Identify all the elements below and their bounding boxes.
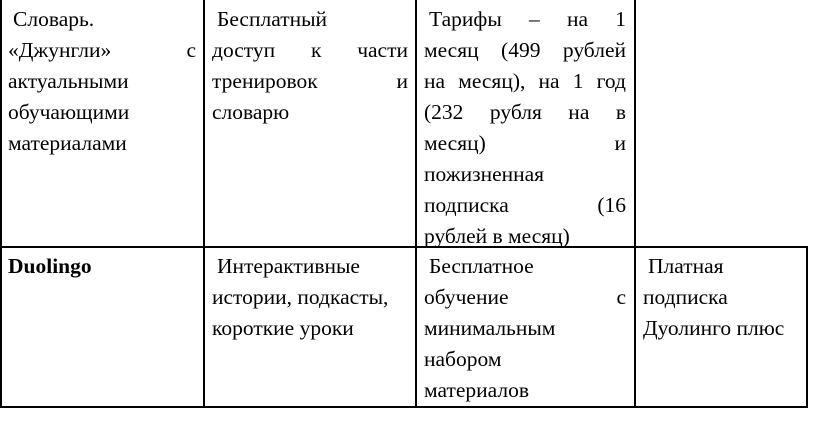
table-cell xyxy=(8,251,196,282)
cell-line: пожизненная xyxy=(424,162,545,186)
cell-line: Бесплатный xyxy=(217,7,328,31)
cell-line: (232 рубля на в xyxy=(424,100,626,124)
cell-line: материалами xyxy=(8,131,127,155)
cell-line: Тарифы – на 1 xyxy=(429,7,626,31)
cell-line: обучение с xyxy=(424,285,626,309)
cell-line: доступ к части xyxy=(212,38,408,62)
cell-line: минимальным xyxy=(424,316,556,340)
cell-line: короткие уроки xyxy=(212,316,354,340)
cell-line: обучающими xyxy=(8,100,130,124)
row-border xyxy=(0,406,808,408)
column-border xyxy=(203,0,205,408)
cell-line: Интерактивные xyxy=(217,254,360,278)
cell-line: набором xyxy=(424,347,502,371)
cell-line: словарю xyxy=(212,100,290,124)
column-border xyxy=(806,248,808,408)
table-cell xyxy=(643,251,803,344)
row-border xyxy=(0,246,808,248)
cell-line: Duolingo xyxy=(8,254,92,278)
cell-line: Дуолинго плюс xyxy=(643,316,785,340)
table-cell xyxy=(424,251,626,406)
table-cell xyxy=(8,4,196,159)
cell-line: подписка xyxy=(643,285,728,309)
table-cell xyxy=(424,4,626,252)
table-cell xyxy=(212,251,408,344)
cell-line: материалов xyxy=(424,378,530,402)
cell-line: актуальными xyxy=(8,69,129,93)
cell-line: на месяц), на 1 год xyxy=(424,69,626,93)
cell-line: рублей в месяц) xyxy=(424,224,570,248)
cell-line: месяц (499 рублей xyxy=(424,38,626,62)
cell-line: Платная xyxy=(648,254,724,278)
cell-line: «Джунгли» с xyxy=(8,38,196,62)
cell-line: подписка (16 xyxy=(424,193,626,217)
cell-line: Словарь. xyxy=(13,7,95,31)
cell-line: месяц) и xyxy=(424,131,626,155)
table-cell xyxy=(212,4,408,128)
cell-line: Бесплатное xyxy=(429,254,534,278)
column-border xyxy=(634,0,636,408)
cell-line: тренировок и xyxy=(212,69,408,93)
column-border xyxy=(0,0,2,408)
column-border xyxy=(415,0,417,408)
cell-line: истории, подкасты, xyxy=(212,285,389,309)
